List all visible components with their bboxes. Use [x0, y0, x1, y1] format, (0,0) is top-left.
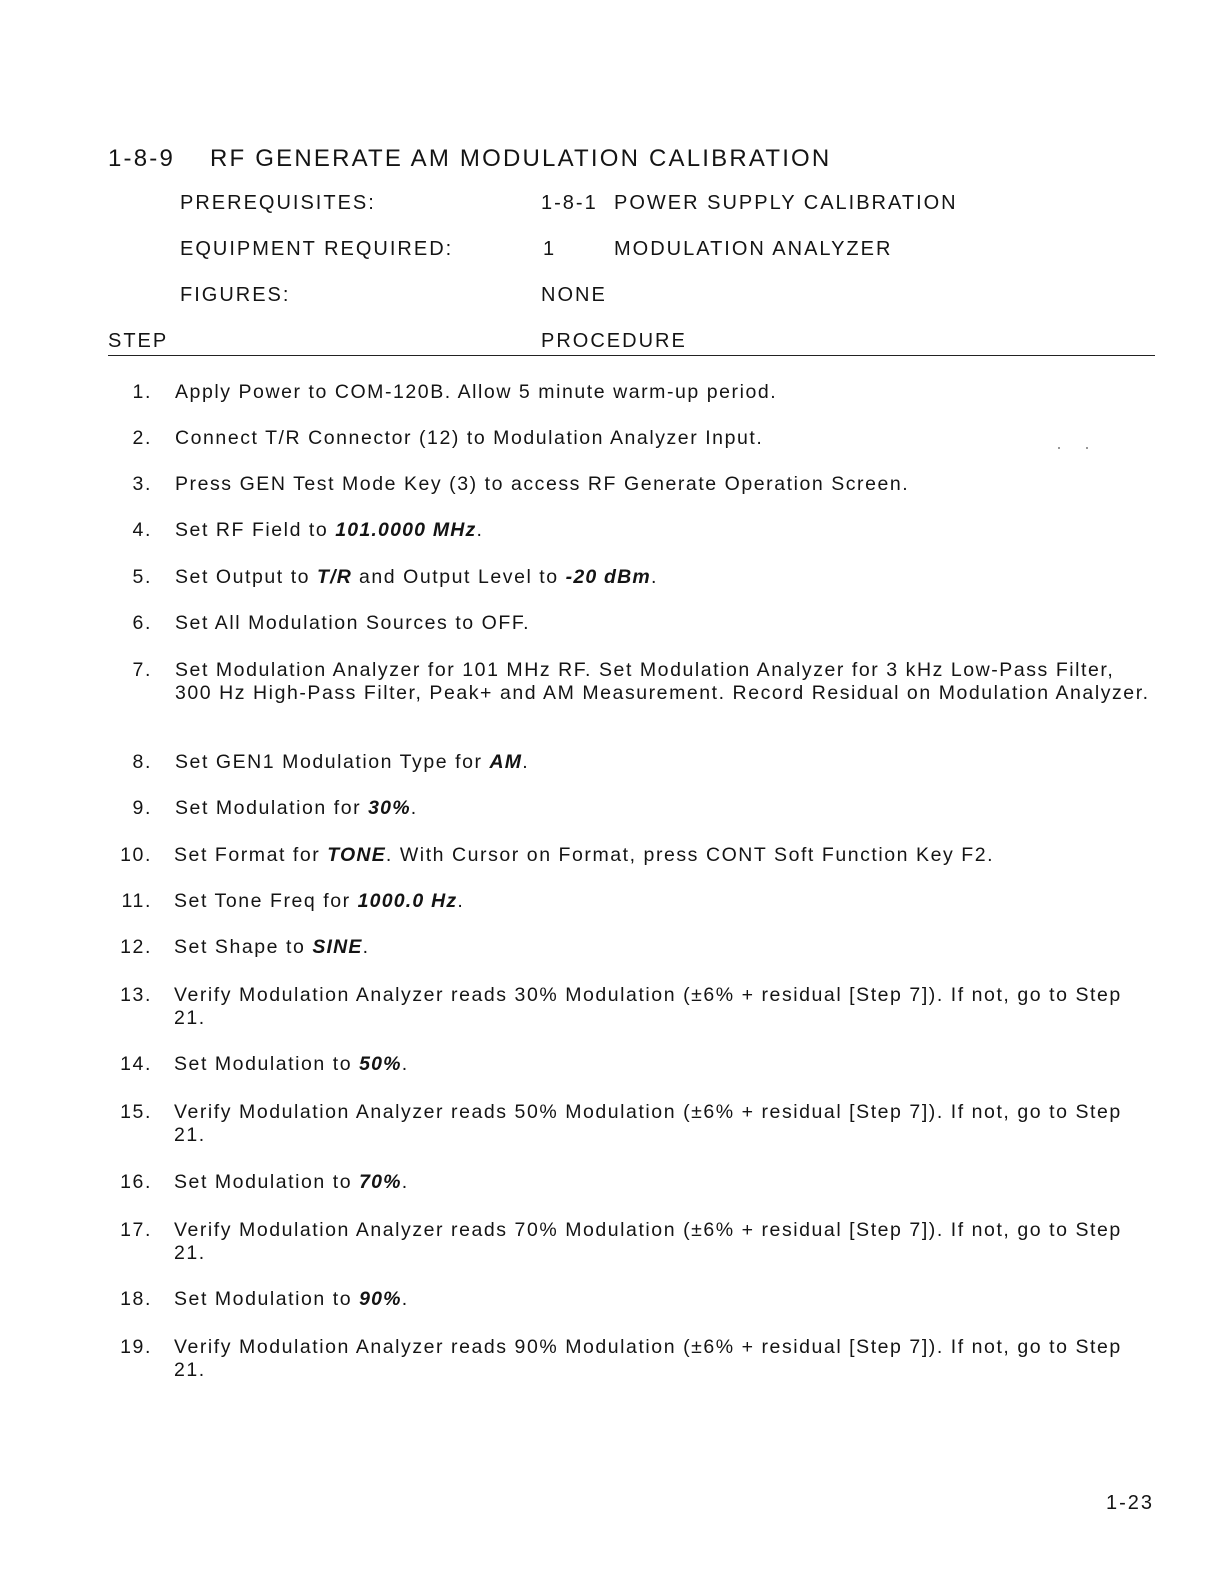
step-text-segment: . — [476, 519, 484, 541]
step-text — [175, 427, 1150, 450]
step-text-segment: Set Modulation to — [174, 1171, 360, 1193]
step-value-emphasis: 50% — [359, 1053, 402, 1075]
step-value-emphasis: 101.0000 MHz — [335, 519, 477, 541]
step-text-segment: . — [457, 890, 465, 912]
step-value-emphasis: 90% — [359, 1288, 402, 1310]
step-value-emphasis: 1000.0 Hz — [357, 890, 458, 912]
step-text — [175, 381, 1150, 404]
step-number: 7. — [132, 659, 152, 681]
step-text-segment: Set Shape to — [174, 936, 313, 958]
step-value-emphasis: TONE — [327, 844, 386, 866]
step-text-segment: Connect T/R Connector (12) to Modulation Analyzer Input. — [175, 427, 764, 449]
step-number: 1. — [132, 381, 152, 403]
step-text — [174, 844, 1149, 867]
step-text-segment: Set Modulation Analyzer for 101 MHz RF. Set Modulation Analyzer for 3 kHz Low-Pass Filter, 300 Hz High-Pass Filter, Peak+ and AM Measurement. Record Residual on Modulation Analyzer. — [175, 659, 1150, 704]
step-text — [174, 984, 1149, 1030]
step-value-emphasis: 30% — [368, 797, 411, 819]
scan-speck — [1086, 447, 1088, 449]
procedure-column-header: PROCEDURE — [541, 330, 687, 352]
step-number: 10. — [120, 844, 152, 866]
step-text — [174, 1288, 1149, 1311]
figures-value: NONE — [541, 284, 607, 306]
step-text-segment: Set Format for — [174, 844, 328, 866]
step-text-segment: Set GEN1 Modulation Type for — [175, 751, 490, 773]
step-text-segment: Verify Modulation Analyzer reads 30% Modulation (±6% + residual [Step 7]). If not, go to Step 21. — [174, 984, 1122, 1029]
step-number: 2. — [132, 427, 152, 449]
step-number: 12. — [120, 936, 152, 958]
step-text — [175, 797, 1150, 820]
step-text-segment: Set Modulation to — [174, 1288, 360, 1310]
prerequisites-ref: 1-8-1 — [541, 192, 598, 214]
step-number: 8. — [132, 751, 152, 773]
step-text — [174, 1171, 1149, 1194]
step-text — [175, 612, 1150, 635]
step-number: 9. — [132, 797, 152, 819]
prerequisites-label: PREREQUISITES: — [180, 192, 376, 214]
step-text-segment: Set All Modulation Sources to OFF. — [175, 612, 531, 634]
step-number: 6. — [132, 612, 152, 634]
header-divider — [108, 355, 1155, 356]
step-text-segment: . — [650, 566, 658, 588]
step-text-segment: Press GEN Test Mode Key (3) to access RF Generate Operation Screen. — [175, 473, 910, 495]
scan-speck — [1058, 447, 1060, 449]
step-text-segment: . — [522, 751, 530, 773]
step-number: 4. — [132, 519, 152, 541]
step-text — [174, 1219, 1149, 1265]
step-text — [174, 1101, 1149, 1147]
section-number: 1-8-9 — [108, 145, 176, 172]
step-text — [175, 473, 1150, 496]
step-text-segment: . — [410, 797, 418, 819]
step-text — [175, 566, 1150, 589]
step-text-segment: Set Output to — [175, 566, 318, 588]
step-number: 17. — [120, 1219, 152, 1241]
step-number: 13. — [120, 984, 152, 1006]
step-value-emphasis: SINE — [312, 936, 363, 958]
step-text-segment: and Output Level to — [352, 566, 566, 588]
step-number: 14. — [120, 1053, 152, 1075]
step-text-segment: . With Cursor on Format, press CONT Soft Function Key F2. — [385, 844, 995, 866]
page-number: 1-23 — [1106, 1492, 1155, 1514]
step-text — [174, 1336, 1149, 1382]
step-text-segment: Verify Modulation Analyzer reads 90% Modulation (±6% + residual [Step 7]). If not, go to Step 21. — [174, 1336, 1122, 1381]
step-value-emphasis: T/R — [317, 566, 353, 588]
step-text-segment: . — [401, 1171, 409, 1193]
step-text-segment: . — [401, 1288, 409, 1310]
equipment-value: MODULATION ANALYZER — [614, 238, 893, 260]
step-text-segment: Set Modulation for — [175, 797, 369, 819]
step-text-segment: . — [401, 1053, 409, 1075]
equipment-label: EQUIPMENT REQUIRED: — [180, 238, 454, 260]
step-text — [175, 659, 1150, 705]
equipment-qty: 1 — [543, 238, 557, 260]
step-number: 16. — [120, 1171, 152, 1193]
step-text — [175, 519, 1150, 542]
step-number: 15. — [120, 1101, 152, 1123]
step-text-segment: Apply Power to COM-120B. Allow 5 minute warm-up period. — [175, 381, 778, 403]
prerequisites-value: POWER SUPPLY CALIBRATION — [614, 192, 958, 214]
step-text — [174, 1053, 1149, 1076]
section-title: RF GENERATE AM MODULATION CALIBRATION — [210, 145, 832, 172]
step-text — [174, 936, 1149, 959]
step-text-segment: Set Tone Freq for — [174, 890, 358, 912]
step-text-segment: Verify Modulation Analyzer reads 50% Modulation (±6% + residual [Step 7]). If not, go to Step 21. — [174, 1101, 1122, 1146]
step-value-emphasis: AM — [489, 751, 523, 773]
step-text-segment: Set RF Field to — [175, 519, 336, 541]
figures-label: FIGURES: — [180, 284, 291, 306]
step-number: 3. — [132, 473, 152, 495]
step-text — [175, 751, 1150, 774]
step-value-emphasis: 70% — [359, 1171, 402, 1193]
step-text-segment: Verify Modulation Analyzer reads 70% Modulation (±6% + residual [Step 7]). If not, go to Step 21. — [174, 1219, 1122, 1264]
step-text-segment: . — [362, 936, 370, 958]
step-text — [174, 890, 1149, 913]
step-number: 19. — [120, 1336, 152, 1358]
step-text-segment: Set Modulation to — [174, 1053, 360, 1075]
step-number: 5. — [132, 566, 152, 588]
step-number: 11. — [121, 890, 152, 912]
step-value-emphasis: -20 dBm — [565, 566, 651, 588]
step-column-header: STEP — [108, 330, 169, 352]
step-number: 18. — [120, 1288, 152, 1310]
